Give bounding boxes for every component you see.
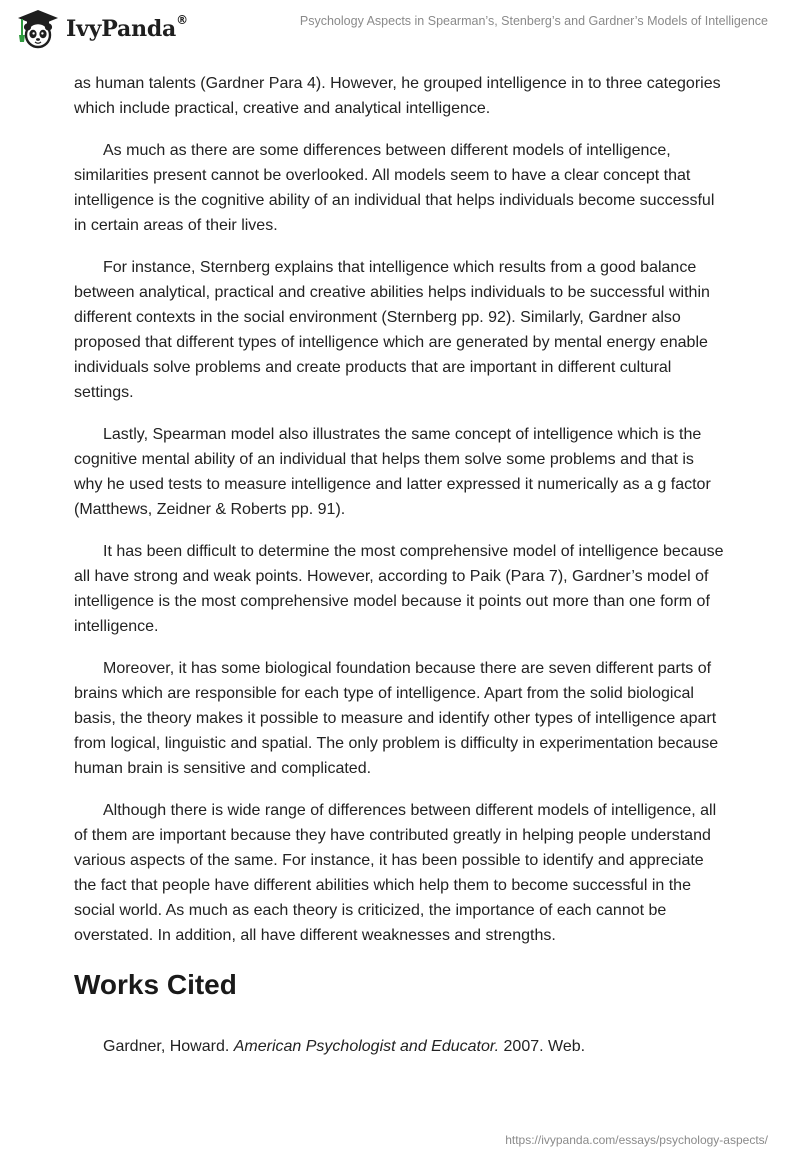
citation-title: American Psychologist and Educator. xyxy=(233,1038,500,1055)
citation-entry xyxy=(74,1034,726,1059)
paragraph: Lastly, Spearman model also illustrates the same concept of intelligence which is the cognitive mental ability of an individual that helps them solve some problems and that is why he used tests to measure intelligence and latter expressed it numerically as a g factor (Matthews, Zeidner & Roberts pp. 91). xyxy=(74,426,711,518)
paragraph: Moreover, it has some biological foundation because there are seven different parts of brains which are responsible for each type of intelligence. Apart from the solid biological basis, the theory makes it possible to measure and identify other types of intelligence apart from logical, linguistic and spatial. The only problem is difficulty in experimentation because human brain is sensitive and complicated. xyxy=(74,660,719,777)
essay-body xyxy=(74,71,726,1059)
logo-text: IvyPanda xyxy=(66,16,177,42)
panda-graduate-icon xyxy=(14,8,62,50)
paragraph: For instance, Sternberg explains that intelligence which results from a good balance between analytical, practical and creative abilities helps individuals to be successful within different contexts in the social environment (Sternberg pp. 92). Similarly, Gardner also proposed that different types of intelligence which are generated by mental energy enable individuals solve problems and create products that are important in different cultural settings. xyxy=(74,259,710,401)
citation-details: 2007. Web. xyxy=(503,1038,586,1055)
source-url[interactable]: https://ivypanda.com/essays/psychology-aspects/ xyxy=(505,1133,768,1147)
paragraph: as human talents (Gardner Para 4). However, he grouped intelligence in to three categories which include practical, creative and analytical intelligence. xyxy=(74,75,721,117)
works-cited-heading: Works Cited xyxy=(74,969,237,1000)
logo-wordmark xyxy=(66,12,188,42)
paragraph: It has been difficult to determine the most comprehensive model of intelligence because all have strong and weak points. However, according to Paik (Para 7), Gardner’s model of intelligence is the most comprehensive model because it points out more than one form of intelligence. xyxy=(74,543,724,635)
registered-mark: ® xyxy=(176,12,188,27)
running-title: Psychology Aspects in Spearman’s, Stenberg’s and Gardner’s Models of Intelligence xyxy=(299,14,768,28)
paragraph: Although there is wide range of differences between different models of intelligence, all of them are important because they have contributed greatly in helping people understand various aspects of the same. For instance, it has been possible to identify and appreciate the fact that people have different abilities which help them to become successful in the social world. As much as each theory is criticized, the importance of each cannot be overstated. In addition, all have different weaknesses and strengths. xyxy=(74,802,717,944)
paragraph: As much as there are some differences between different models of intelligence, similarities present cannot be overlooked. All models seem to have a clear concept that intelligence is the cognitive ability of an individual that helps individuals become successful in certain areas of their lives. xyxy=(74,142,715,234)
citation-author: Gardner, Howard. xyxy=(103,1038,230,1055)
page-header xyxy=(0,0,800,64)
ivypanda-logo[interactable] xyxy=(14,8,188,50)
